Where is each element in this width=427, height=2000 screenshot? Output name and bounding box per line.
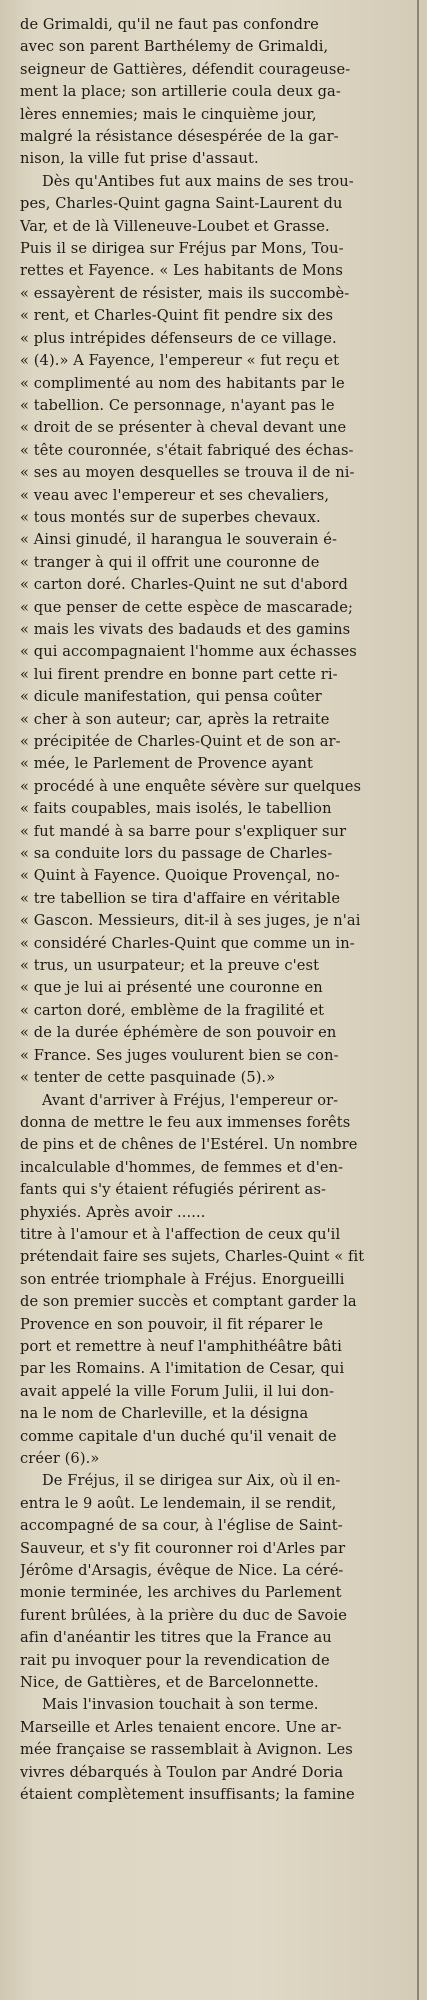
text-line: « mais les vivats des badauds et des gamins	[20, 620, 351, 638]
text-line: « lui firent prendre en bonne part cette ri-	[20, 665, 338, 683]
text-line: titre à l'amour et à l'affection de ceux qu'il	[20, 1225, 341, 1243]
text-line: « France. Ses juges voulurent bien se con-	[20, 1046, 339, 1064]
text-line: fants qui s'y étaient réfugiés périrent as-	[20, 1181, 327, 1199]
text-line: donna de mettre le feu aux immenses forêts	[20, 1113, 351, 1131]
text-line: phyxiés. Après avoir ......	[20, 1203, 206, 1221]
text-line: malgré la résistance désespérée de la gar-	[20, 128, 339, 146]
text-line: Mais l'invasion touchait à son terme.	[42, 1696, 319, 1714]
text-line: « Gascon. Messieurs, dit-il à ses juges, je n'ai	[20, 912, 361, 930]
text-line: Var, et de là Villeneuve-Loubet et Grasse.	[20, 217, 330, 235]
text-line: De Fréjus, il se dirigea sur Aix, où il en-	[42, 1472, 341, 1490]
text-line: étaient complètement insuffisants; la famine	[20, 1786, 355, 1804]
text-line: « ses au moyen desquelles se trouva il de ni-	[20, 464, 355, 482]
text-line: « procédé à une enquête sévère sur quelques	[20, 777, 362, 795]
text-line: « droit de se présenter à cheval devant une	[20, 419, 347, 437]
text-line: « complimenté au nom des habitants par le	[20, 374, 345, 392]
text-line: « rent, et Charles-Quint fit pendre six des	[20, 307, 334, 325]
article-column	[20, 14, 420, 1807]
text-line: Dès qu'Antibes fut aux mains de ses trou-	[42, 172, 354, 190]
text-line: Provence en son pouvoir, il fit réparer le	[20, 1315, 324, 1333]
text-line: entra le 9 août. Le lendemain, il se rendit,	[20, 1494, 337, 1512]
article-text	[20, 14, 420, 1807]
column-rule	[417, 0, 419, 2000]
text-line: port et remettre à neuf l'amphithéâtre bâti	[20, 1337, 342, 1355]
text-line: na le nom de Charleville, et la désigna	[20, 1405, 309, 1423]
text-line: afin d'anéantir les titres que la France au	[20, 1629, 332, 1647]
text-line: prétendait faire ses sujets, Charles-Quint « fit	[20, 1248, 365, 1266]
text-line: Sauveur, et s'y fit couronner roi d'Arles par	[20, 1539, 346, 1557]
text-line: incalculable d'hommes, de femmes et d'en-	[20, 1158, 344, 1176]
text-line: monie terminée, les archives du Parlement	[20, 1584, 342, 1602]
text-line: de pins et de chênes de l'Estérel. Un nombre	[20, 1136, 358, 1154]
text-line: « tranger à qui il offrit une couronne de	[20, 553, 320, 571]
text-line: « carton doré. Charles-Quint ne sut d'abord	[20, 576, 348, 594]
text-line: Avant d'arriver à Fréjus, l'empereur or-	[42, 1091, 339, 1109]
text-line: « tenter de cette pasquinade (5).»	[20, 1069, 276, 1087]
text-line: Nice, de Gattières, et de Barcelonnette.	[20, 1674, 319, 1692]
text-line: rettes et Fayence. « Les habitants de Mons	[20, 262, 343, 280]
text-line: « Quint à Fayence. Quoique Provençal, no-	[20, 867, 340, 885]
text-line: « sa conduite lors du passage de Charles-	[20, 845, 333, 863]
text-line: « considéré Charles-Quint que comme un in-	[20, 934, 355, 952]
text-line: accompagné de sa cour, à l'église de Saint-	[20, 1517, 343, 1535]
text-line: comme capitale d'un duché qu'il venait de	[20, 1427, 337, 1445]
text-line: « tabellion. Ce personnage, n'ayant pas le	[20, 396, 335, 414]
text-line: « veau avec l'empereur et ses chevaliers,	[20, 486, 330, 504]
text-line: « faits coupables, mais isolés, le tabellion	[20, 800, 332, 818]
text-line: « Ainsi ginudé, il harangua le souverain é-	[20, 531, 338, 549]
text-line: « (4).» A Fayence, l'empereur « fut reçu et	[20, 352, 340, 370]
text-line: « que penser de cette espèce de mascarade;	[20, 598, 353, 616]
text-line: pes, Charles-Quint gagna Saint-Laurent du	[20, 195, 343, 213]
text-line: « précipitée de Charles-Quint et de son ar-	[20, 733, 341, 750]
text-line: nison, la ville fut prise d'assaut.	[20, 150, 259, 168]
text-line: « que je lui ai présenté une couronne en	[20, 979, 323, 997]
text-line: « fut mandé à sa barre pour s'expliquer sur	[20, 822, 347, 840]
text-line: Puis il se dirigea sur Fréjus par Mons, Tou-	[20, 240, 344, 258]
text-line: furent brûlées, à la prière du duc de Savoie	[20, 1606, 347, 1624]
text-line: « dicule manifestation, qui pensa coûter	[20, 688, 322, 706]
text-line: mée française se rassemblait à Avignon. Les	[20, 1741, 353, 1759]
text-line: « tous montés sur de superbes chevaux.	[20, 508, 321, 526]
text-line: « plus intrépides défenseurs de ce village.	[20, 329, 337, 347]
text-line: Jérôme d'Arsagis, évêque de Nice. La céré-	[20, 1562, 344, 1580]
text-line: avait appelé la ville Forum Julii, il lui don-	[20, 1382, 335, 1400]
text-line: « trus, un usurpateur; et la preuve c'est	[20, 957, 320, 975]
text-line: son entrée triomphale à Fréjus. Enorgueilli	[20, 1270, 345, 1288]
text-line: « tête couronnée, s'était fabriqué des échas-	[20, 441, 354, 459]
text-line: de son premier succès et comptant garder la	[20, 1293, 357, 1311]
text-line: « cher à son auteur; car, après la retraite	[20, 710, 330, 728]
text-line: Marseille et Arles tenaient encore. Une ar-	[20, 1718, 342, 1736]
text-line: par les Romains. A l'imitation de Cesar, qui	[20, 1360, 345, 1378]
text-line: « mée, le Parlement de Provence ayant	[20, 755, 313, 773]
text-line: vivres débarqués à Toulon par André Doria	[20, 1763, 344, 1781]
text-line: lères ennemies; mais le cinquième jour,	[20, 105, 317, 123]
text-line: « de la durée éphémère de son pouvoir en	[20, 1024, 337, 1042]
text-line: avec son parent Barthélemy de Grimaldi,	[20, 38, 329, 56]
text-line: « qui accompagnaient l'homme aux échasses	[20, 643, 357, 661]
text-line: de Grimaldi, qu'il ne faut pas confondre	[20, 16, 319, 33]
text-line: « essayèrent de résister, mais ils succombè-	[20, 284, 350, 302]
text-line: créer (6).»	[20, 1450, 100, 1467]
text-line: « tre tabellion se tira d'affaire en véritable	[20, 889, 341, 907]
text-line: rait pu invoquer pour la revendication de	[20, 1651, 330, 1669]
text-line: ment la place; son artillerie coula deux ga-	[20, 83, 341, 101]
text-line: seigneur de Gattières, défendit courageuse-	[20, 60, 351, 78]
text-line: « carton doré, emblème de la fragilité et	[20, 1001, 325, 1019]
